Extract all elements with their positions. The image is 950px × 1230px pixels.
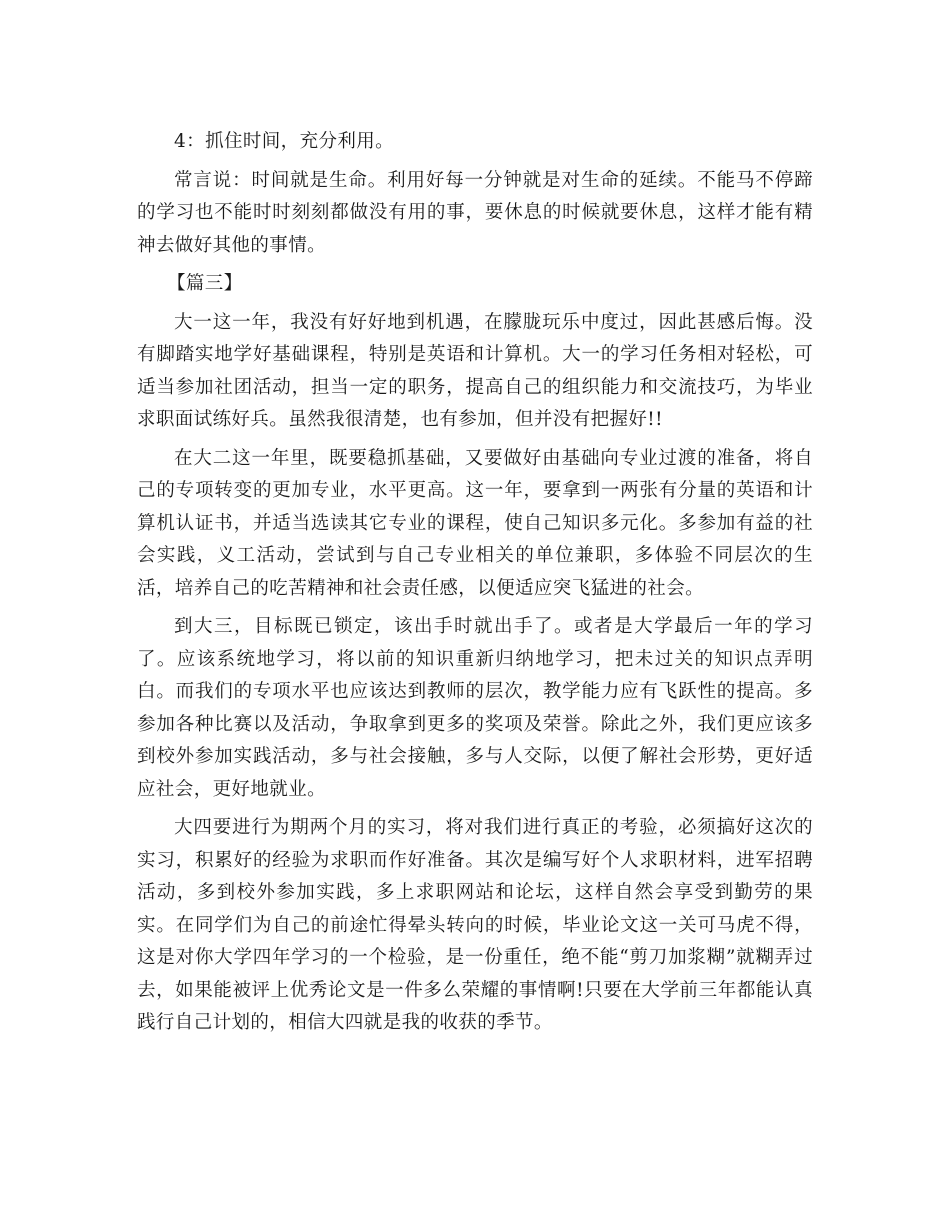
paragraph-tip-4: 4：抓住时间，充分利用。 xyxy=(174,131,395,152)
paragraph-time-is-life: 常言说：时间就是生命。利用好每一分钟就是对生命的延续。不能马不停蹄的学习也不能时时刻刻都做没有用的事，要休息的时候就要休息，这样才能有精神去做好其他的事情。 xyxy=(137,169,813,256)
document-body xyxy=(137,126,813,1046)
paragraph-sophomore-year: 在大二这一年里，既要稳抓基础，又要做好由基础向专业过渡的准备，将自己的专项转变的更加专业，水平更高。这一年，要拿到一两张有分量的英语和计算机认证书，并适当选读其它专业的课程，使自己知识多元化。多参加有益的社会实践，义工活动，尝试到与自己专业相关的单位兼职，多体验不同层次的生活，培养自己的吃苦精神和社会责任感，以便适应突飞猛进的社会。 xyxy=(137,447,813,599)
paragraph-junior-year: 到大三，目标既已锁定，该出手时就出手了。或者是大学最后一年的学习了。应该系统地学习，将以前的知识重新归纳地学习，把未过关的知识点弄明白。而我们的专项水平也应该达到教师的层次，教学能力应有飞跃性的提高。多参加各种比赛以及活动，争取拿到更多的奖项及荣誉。除此之外，我们更应该多到校外参加实践活动，多与社会接触，多与人交际，以便了解社会形势，更好适应社会，更好地就业。 xyxy=(137,616,813,800)
paragraph-senior-year: 大四要进行为期两个月的实习，将对我们进行真正的考验，必须搞好这次的实习，积累好的经验为求职而作好准备。其次是编写好个人求职材料，进军招聘活动，多到校外参加实践，多上求职网站和论坛，这样自然会享受到勤劳的果实。在同学们为自己的前途忙得晕头转向的时候，毕业论文这一关可马虎不得，这是对你大学四年学习的一个检验，是一份重任，绝不能“剪刀加浆糊”就糊弄过去，如果能被评上优秀论文是一件多么荣耀的事情啊!只要在大学前三年都能认真践行自己计划的，相信大四就是我的收获的季节。 xyxy=(137,817,813,1033)
paragraph-freshman-year: 大一这一年，我没有好好地到机遇，在朦胧玩乐中度过，因此甚感后悔。没有脚踏实地学好基础课程，特别是英语和计算机。大一的学习任务相对轻松，可适当参加社团活动，担当一定的职务，提高自己的组织能力和交流技巧，为毕业求职面试练好兵。虽然我很清楚，也有参加，但并没有把握好!! xyxy=(137,311,813,430)
section-heading-part-three: 【篇三】 xyxy=(167,273,243,294)
